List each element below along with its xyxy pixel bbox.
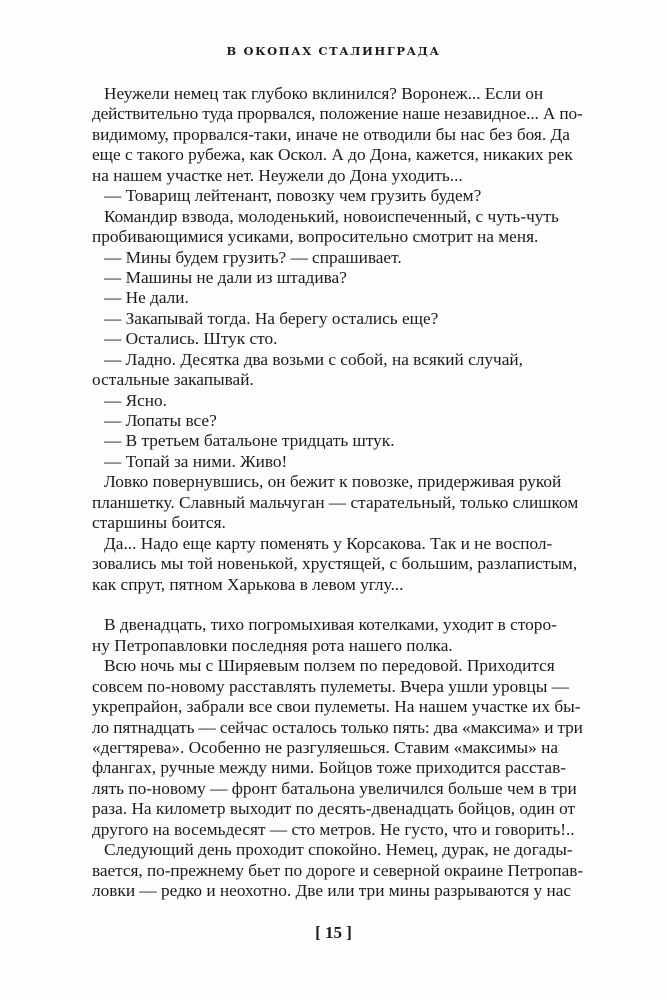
text-line: видимому, прорвался-таки, иначе не отводили бы нас без боя. Да bbox=[92, 124, 570, 144]
text-line: планшетку. Славный мальчуган — старательный, только слишком bbox=[92, 492, 579, 512]
text-line: — Остались. Штук сто. bbox=[104, 329, 278, 349]
text-line: — В третьем батальоне тридцать штук. bbox=[104, 431, 395, 451]
text-line: — Ладно. Десятка два возьми с собой, на всякий случай, bbox=[104, 349, 523, 369]
text-line: «дегтярева». Особенно не разгуляешься. Ставим «максимы» на bbox=[92, 738, 559, 757]
text-line: остальные закапывай. bbox=[92, 370, 254, 390]
text-line: — Топай за ними. Живо! bbox=[104, 451, 288, 471]
text-line: Всю ночь мы с Ширяевым ползем по передовой. Приходится bbox=[104, 656, 555, 676]
text-line: Да... Надо еще карту поменять у Корсакова. Так и не воспол- bbox=[104, 533, 553, 553]
text-line: — Лопаты все? bbox=[104, 411, 217, 430]
text-line: на нашем участке нет. Неужели до Дона уходить... bbox=[92, 165, 463, 185]
text-line: ло пятнадцать — сейчас осталось только пять: два «максима» и три bbox=[92, 717, 583, 737]
text-line: старшины боится. bbox=[92, 513, 226, 533]
text-line: совсем по-новому расставлять пулеметы. Вчера ушли уровцы — bbox=[92, 676, 569, 696]
text-line: — Не дали. bbox=[104, 288, 189, 308]
text-line: — Товарищ лейтенант, повозку чем грузить будем? bbox=[104, 186, 482, 206]
text-line: зовались мы той новенькой, хрустящей, с большим, разлапистым, bbox=[92, 554, 578, 574]
text-line: лять по-новому — фронт батальона увеличился больше чем в три bbox=[92, 778, 577, 798]
text-line: укрепрайон, забрали все свои пулеметы. На нашем участке их бы- bbox=[92, 697, 581, 717]
running-head: В ОКОПАХ СТАЛИНГРАДА bbox=[226, 44, 441, 58]
text-line: — Закапывай тогда. На берегу остались еще? bbox=[104, 308, 439, 328]
text-line: действительно туда прорвался, положение наше незавидное... А по- bbox=[92, 104, 583, 124]
text-line: еще с такого рубежа, как Оскол. А до Дона, кажется, никаких рек bbox=[92, 145, 573, 165]
text-line: флангах, ручные между ними. Бойцов тоже приходится расстав- bbox=[92, 758, 566, 778]
text-line: другого на восемьдесят — сто метров. Не густо, что и говорить!.. bbox=[92, 819, 575, 839]
body-text bbox=[92, 84, 583, 902]
text-line: как спрут, пятном Харькова в левом углу... bbox=[92, 574, 404, 594]
text-line: Ловко повернувшись, он бежит к повозке, придерживая рукой bbox=[104, 472, 562, 492]
text-line: Командир взвода, молоденький, новоиспеченный, с чуть-чуть bbox=[104, 206, 559, 226]
text-line: В двенадцать, тихо погромыхивая котелками, уходит в сторо- bbox=[104, 615, 557, 635]
text-line: ну Петропавловки последняя рота нашего полка. bbox=[92, 635, 453, 655]
text-line: пробивающимися усиками, вопросительно смотрит на меня. bbox=[92, 227, 539, 247]
text-line: вается, по-прежнему бьет по дороге и северной окраине Петропав- bbox=[92, 860, 584, 880]
text-line: — Мины будем грузить? — спрашивает. bbox=[104, 247, 402, 267]
text-line: — Машины не дали из штадива? bbox=[104, 267, 347, 287]
text-line: — Ясно. bbox=[104, 390, 168, 410]
page-number: [ 15 ] bbox=[315, 923, 352, 942]
text-line: ловки — редко и неохотно. Две или три мины разрываются у нас bbox=[92, 881, 572, 901]
text-line: Следующий день проходит спокойно. Немец, дурак, не догады- bbox=[104, 840, 573, 860]
text-line: Неужели немец так глубоко вклинился? Воронеж... Если он bbox=[104, 84, 544, 103]
text-line: раза. На километр выходит по десять-двенадцать бойцов, один от bbox=[92, 799, 576, 819]
